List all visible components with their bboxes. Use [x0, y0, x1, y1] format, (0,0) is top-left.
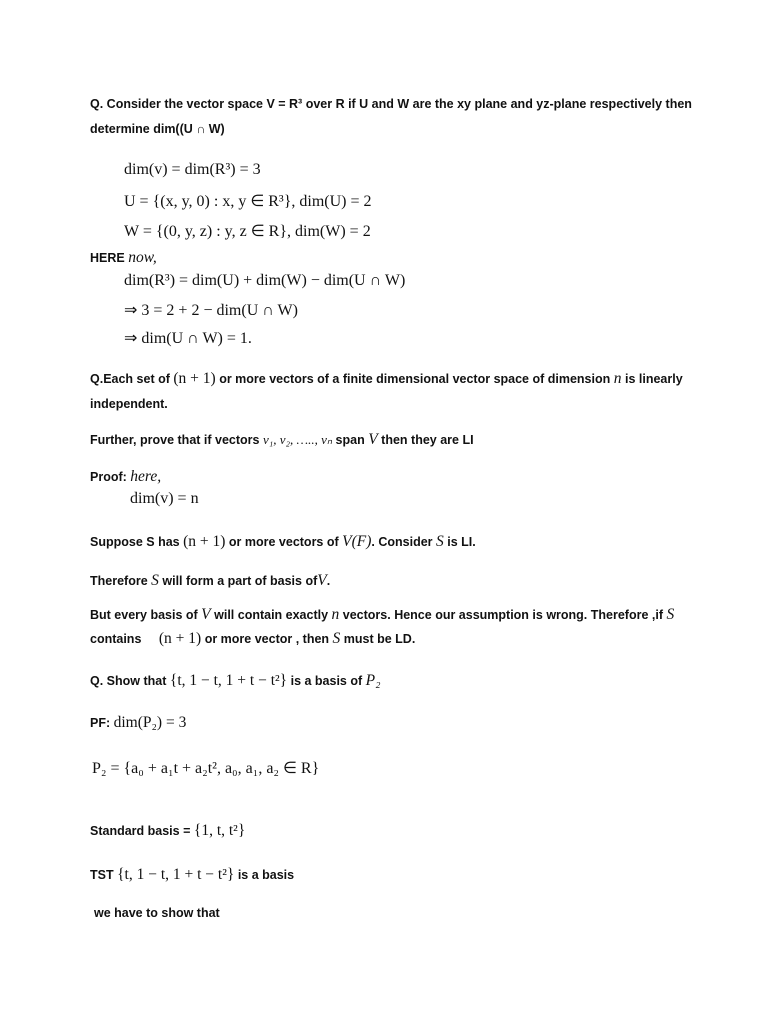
q2-text: Further, prove that if vectors [90, 433, 260, 447]
q2-math: V [201, 606, 211, 623]
q2-math: n [331, 606, 340, 623]
q2-text: vectors. Hence our assumption is wrong. Therefore ,if [342, 608, 663, 622]
q2-math: V [368, 431, 378, 448]
q3-pf-eq: dim(P₂) = 3 [113, 714, 187, 731]
q2-text: or more vector , then [204, 632, 330, 646]
q2-proof-here: here, [130, 468, 162, 485]
q3-text: Q. Show that [90, 674, 167, 688]
q2-further-line [90, 431, 474, 449]
q2-text: is linearly [624, 372, 683, 386]
q3-text: is a basis of [290, 674, 363, 688]
q2-text: or more vectors of [228, 535, 339, 549]
q3-pf-label: PF: [90, 716, 111, 730]
q1-eq-substitution: ⇒ 3 = 2 + 2 − dim(U ∩ W) [124, 302, 298, 319]
q2-text: will form a part of basis of [162, 574, 318, 588]
q2-math: (n + 1) [158, 630, 202, 647]
q1-eq-dim-v: dim(v) = dim(R³) = 3 [124, 161, 261, 178]
q3-tst-line [90, 866, 294, 884]
q2-math: n [613, 370, 622, 387]
q2-math: V [317, 572, 327, 589]
q2-statement-line2: independent. [90, 397, 168, 411]
q1-here-label: HERE [90, 251, 125, 265]
q3-standard-basis-line [90, 822, 245, 840]
q2-text: must be LD. [343, 632, 416, 646]
q2-proof-eq: dim(v) = n [130, 490, 199, 507]
q2-contains-line [90, 630, 415, 648]
q2-statement-line1 [90, 370, 683, 388]
q3-show-line [90, 672, 381, 690]
q2-text: is LI. [447, 535, 476, 549]
q2-math: v₁, v₂, ….., vₙ [262, 432, 333, 447]
q2-text: Suppose S has [90, 535, 180, 549]
q2-proof-label: Proof: [90, 470, 127, 484]
q3-math: {t, 1 − t, 1 + t − t²} [117, 866, 235, 883]
q2-math: V(F) [342, 533, 372, 550]
q3-text: Standard basis = [90, 824, 191, 838]
q3-math: {1, t, t²} [193, 822, 246, 839]
q1-eq-dimension-formula: dim(R³) = dim(U) + dim(W) − dim(U ∩ W) [124, 272, 406, 289]
q1-here-line [90, 249, 157, 267]
q2-text: Q.Each set of [90, 372, 170, 386]
q2-but-line [90, 606, 674, 624]
q2-suppose-line [90, 533, 476, 551]
q1-eq-result: ⇒ dim(U ∩ W) = 1. [124, 330, 252, 347]
q1-here-now: now, [128, 249, 157, 266]
q2-math: S [332, 630, 341, 647]
q2-text: . Consider [371, 535, 433, 549]
q2-math: (n + 1) [183, 533, 226, 550]
q3-p2-definition: P₂ = {a₀ + a₁t + a₂t², a₀, a₁, a₂ ∈ R} [92, 760, 320, 777]
q1-statement-line2: determine dim((U ∩ W) [90, 122, 225, 136]
q1-statement-line1: Q. Consider the vector space V = R³ over R if U and W are the xy plane and yz-plane respectively then [90, 97, 692, 111]
q3-text: TST [90, 868, 114, 882]
q2-text: span [335, 433, 365, 447]
q2-text: . [326, 574, 331, 588]
q2-text: will contain exactly [214, 608, 329, 622]
q1-eq-u-def: U = {(x, y, 0) : x, y ∈ R³}, dim(U) = 2 [124, 193, 372, 210]
q2-math: S [151, 572, 159, 589]
q1-eq-w-def: W = {(0, y, z) : y, z ∈ R}, dim(W) = 2 [124, 223, 371, 240]
q2-text: But every basis of [90, 608, 198, 622]
q2-text: contains [90, 632, 142, 646]
q2-therefore-line [90, 572, 330, 590]
q3-math: P₂ [365, 672, 381, 689]
q3-last-line: we have to show that [94, 906, 220, 920]
q2-math: (n + 1) [173, 370, 216, 387]
q2-math: S [436, 533, 444, 550]
q3-text: is a basis [237, 868, 295, 882]
q3-math: {t, 1 − t, 1 + t − t²} [169, 672, 288, 689]
q3-pf-line [90, 714, 186, 732]
q2-text: then they are LI [381, 433, 474, 447]
q2-text: or more vectors of a finite dimensional vector space of dimension [219, 372, 611, 386]
q2-proof-line [90, 468, 161, 486]
q2-math: S [666, 606, 675, 623]
q2-text: Therefore [90, 574, 148, 588]
